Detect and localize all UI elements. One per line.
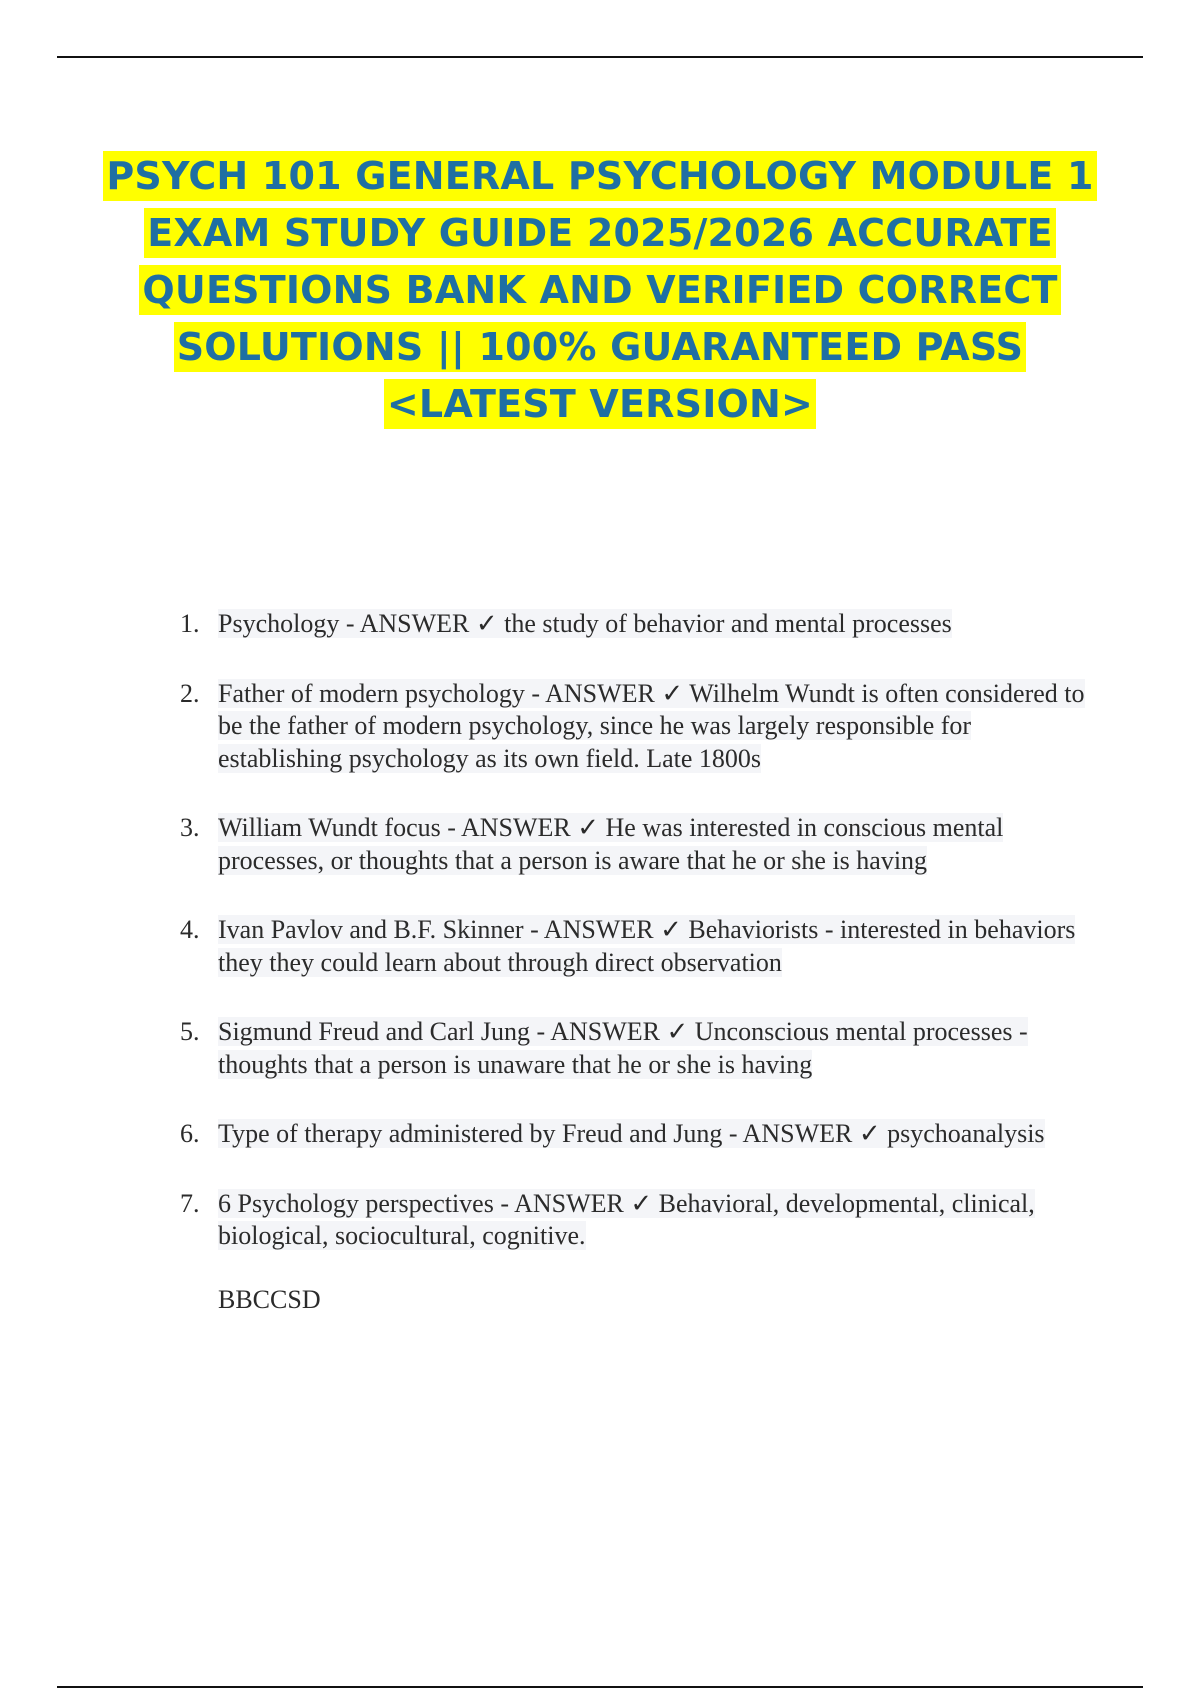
item-number: 6. — [180, 1119, 200, 1148]
bottom-rule — [57, 1686, 1143, 1688]
item-number: 5. — [180, 1017, 200, 1046]
item-text: Sigmund Freud and Carl Jung - ANSWER ✓ Unconscious mental processes - thoughts that a person is unaware that he or she is having — [218, 1017, 1028, 1079]
list-item — [160, 608, 1090, 641]
document-title — [90, 148, 1110, 433]
top-rule — [57, 56, 1143, 58]
item-text: William Wundt focus - ANSWER ✓ He was interested in conscious mental processes, or thoughts that a person is aware that he or she is having — [218, 813, 1004, 875]
item-text: Psychology - ANSWER ✓ the study of behavior and mental processes — [218, 609, 952, 638]
item-text: 6 Psychology perspectives - ANSWER ✓ Behavioral, developmental, clinical, biological, sociocultural, cognitive. — [218, 1188, 1035, 1250]
list-item — [160, 1016, 1090, 1081]
item-number: 1. — [180, 609, 200, 638]
list-item — [160, 812, 1090, 877]
item-number: 4. — [180, 915, 200, 944]
document-title-text: PSYCH 101 GENERAL PSYCHOLOGY MODULE 1 EXAM STUDY GUIDE 2025/2026 ACCURATE QUESTIONS BANK AND VERIFIED CORRECT SOLUTIONS || 100% GUARANTEED PASS <LATEST VERSION> — [103, 151, 1096, 429]
list-item — [160, 914, 1090, 979]
note-text: BBCCSD — [218, 1284, 321, 1314]
list-item — [160, 1118, 1090, 1151]
item-text: Father of modern psychology - ANSWER ✓ Wilhelm Wundt is often considered to be the father of modern psychology, since he was largely responsible for establishing psychology as its own field. Late 1800s — [218, 678, 1085, 773]
item-number: 2. — [180, 678, 200, 708]
item-text: Type of therapy administered by Freud and Jung - ANSWER ✓ psychoanalysis — [218, 1119, 1045, 1148]
item-text: Ivan Pavlov and B.F. Skinner - ANSWER ✓ Behaviorists - interested in behaviors they they could learn about through direct observation — [218, 915, 1076, 977]
item-number: 3. — [180, 813, 200, 842]
qa-list — [160, 608, 1090, 1316]
item-number: 7. — [180, 1188, 200, 1218]
list-item — [160, 678, 1090, 776]
list-item — [160, 1188, 1090, 1253]
